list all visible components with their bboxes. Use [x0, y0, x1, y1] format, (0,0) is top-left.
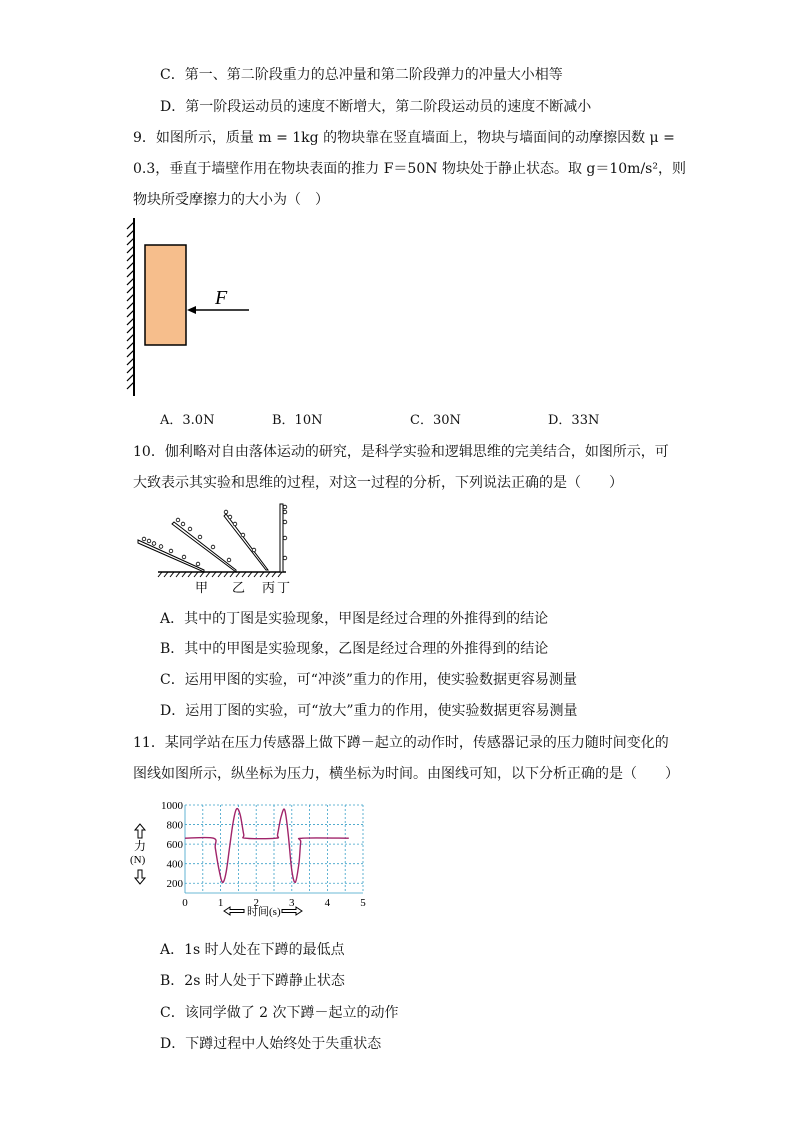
x-tick-label: 5: [360, 897, 366, 909]
q9-choice-b: B．10N: [272, 413, 323, 428]
x-tick-label: 0: [182, 897, 188, 909]
q9-choice-d: D．33N: [548, 413, 600, 428]
q10-stem-line2: 大致表示其实验和思维的过程，对这一过程的分析，下列说法正确的是（ ）: [133, 475, 623, 491]
wall-hatching: [127, 222, 134, 389]
label-bing: 丙: [262, 580, 276, 595]
incline-bing-balls: [224, 510, 256, 552]
x-tick-label: 3: [289, 897, 295, 909]
x-tick-label: 2: [253, 897, 259, 909]
q9-stem-line3: 物块所受摩擦力的大小为（ ）: [133, 192, 329, 208]
q8-option-d: D．第一阶段运动员的速度不断增大，第二阶段运动员的速度不断减小: [160, 99, 592, 115]
chart-y-ticks: [161, 800, 184, 890]
arrow-down-icon: [135, 870, 145, 884]
q11-stem-line1: 11．某同学站在压力传感器上做下蹲－起立的动作时，传感器记录的压力随时间变化的: [133, 735, 669, 751]
q11-option-a: A．1s 时人处在下蹲的最低点: [160, 942, 345, 958]
q11-stem-line2: 图线如图所示，纵坐标为压力，横坐标为时间。由图线可知，以下分析正确的是（ ）: [133, 766, 679, 782]
q9-figure-block-on-wall: [125, 218, 265, 398]
q10-figure-inclines: [136, 500, 300, 596]
x-tick-label: 1: [217, 897, 224, 909]
q10-option-d: D．运用丁图的实验，可“放大”重力的作用，使实验数据更容易测量: [160, 703, 578, 719]
x-axis-label: 时间(s): [247, 906, 281, 918]
q11-option-c: C．该同学做了 2 次下蹲－起立的动作: [160, 1005, 399, 1021]
label-jia: 甲: [195, 580, 209, 595]
incline-bing: [224, 514, 268, 570]
q10-option-c: C．运用甲图的实验，可“冲淡”重力的作用，使实验数据更容易测量: [160, 672, 578, 688]
q11-force-time-chart: [128, 796, 378, 922]
x-tick-label: 4: [324, 897, 331, 909]
chart-grid: [185, 805, 363, 893]
y-axis-label-unit: (N): [130, 854, 146, 866]
block: [145, 245, 186, 345]
y-tick-label: 600: [166, 839, 183, 852]
q10-option-a: A．其中的丁图是实验现象，甲图是经过合理的外推得到的结论: [160, 611, 549, 627]
q10-option-b: B．其中的甲图是实验现象，乙图是经过合理的外推得到的结论: [160, 641, 549, 657]
label-ding: 丁: [277, 580, 291, 595]
y-tick-label: 800: [166, 819, 183, 832]
q11-option-b: B．2s 时人处于下蹲静止状态: [160, 973, 345, 989]
force-label: F: [215, 287, 228, 309]
incline-jia-balls: [142, 537, 200, 566]
arrow-left-icon: [224, 907, 244, 915]
vertical-balls-ding: [283, 505, 287, 560]
incline-yi: [172, 522, 236, 572]
q10-stem-line1: 10．伽利略对自由落体运动的研究，是科学实验和逻辑思维的完美结合，如图所示，可: [133, 444, 669, 460]
y-axis-label-force: 力: [134, 839, 147, 853]
incline-jia: [138, 540, 204, 572]
q8-option-c: C．第一、第二阶段重力的总冲量和第二阶段弹力的冲量大小相等: [160, 67, 563, 83]
vertical-board-ding: [280, 504, 283, 572]
force-curve: [185, 809, 349, 883]
y-axis-label-group: [130, 824, 146, 884]
arrow-up-icon: [135, 824, 145, 838]
q9-choice-c: C．30N: [410, 413, 461, 428]
y-tick-label: 1000: [161, 800, 183, 812]
y-tick-label: 200: [166, 878, 183, 891]
q9-stem-line2: 0.3，垂直于墙壁作用在物块表面的推力 F＝50N 物块处于静止状态。取 g＝10m/s²，则: [133, 161, 686, 177]
q9-stem-line1: 9．如图所示，质量 m = 1kg 的物块靠在竖直墙面上，物块与墙面间的动摩擦因数 μ =: [133, 130, 675, 146]
force-arrow-head: [187, 306, 196, 314]
q11-option-d: D．下蹲过程中人始终处于失重状态: [160, 1036, 382, 1052]
q9-choice-a: A．3.0N: [160, 413, 215, 428]
label-yi: 乙: [232, 580, 246, 595]
y-tick-label: 400: [166, 858, 183, 871]
